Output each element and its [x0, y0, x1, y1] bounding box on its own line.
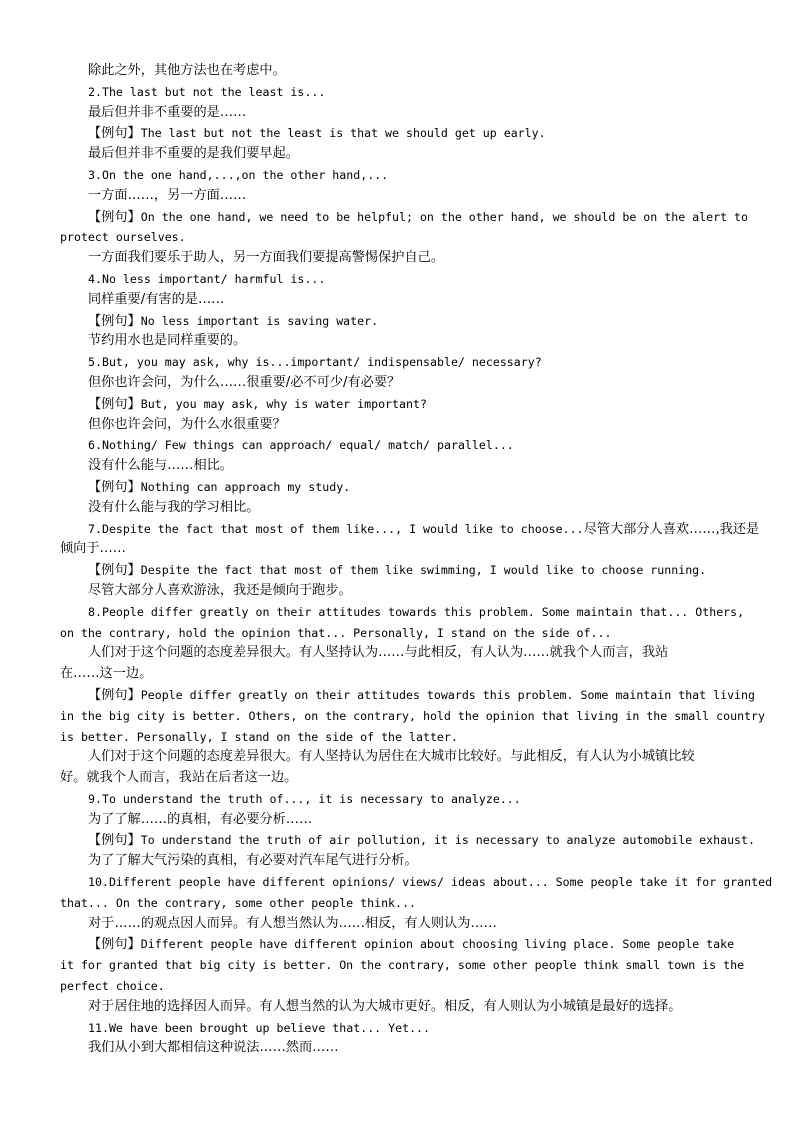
chinese-line: 为了了解大气污染的真相，有必要对汽车尾气进行分析。 — [88, 853, 418, 869]
phrase-heading: 6.Nothing/ Few things can approach/ equal/ match/ parallel... — [88, 438, 514, 453]
example-tag: 【例句】 — [88, 479, 141, 495]
chinese-line: 我们从小到大都相信这种说法……然而…… — [88, 1040, 339, 1056]
chinese-line: 最后但并非不重要的是我们要早起。 — [88, 146, 299, 162]
example-tag: 【例句】 — [88, 937, 141, 953]
chinese-line: 最后但并非不重要的是…… — [88, 104, 247, 120]
chinese-line-continuation: 在……这一边。 — [60, 666, 153, 682]
example-text: To understand the truth of air pollution, it is necessary to analyze automobile exhaust. — [140, 833, 755, 848]
chinese-line: 对于……的观点因人而异。有人想当然认为……相反，有人则认为…… — [88, 915, 497, 931]
phrase-heading: 3.On the one hand,...,on the other hand,... — [88, 167, 389, 182]
chinese-line: 一方面我们要乐于助人，另一方面我们要提高警惕保护自己。 — [88, 250, 445, 266]
phrase-heading: 9.To understand the truth of..., it is necessary to analyze... — [88, 791, 521, 806]
phrase-heading: 4.No less important/ harmful is... — [88, 271, 326, 286]
example-tag: 【例句】 — [88, 313, 141, 329]
chinese-line: 但你也许会问，为什么水很重要？ — [88, 416, 286, 432]
example-tag: 【例句】 — [88, 209, 141, 225]
chinese-line: 没有什么能与……相比。 — [88, 458, 234, 474]
example-tag: 【例句】 — [88, 563, 141, 579]
example-text: Nothing can approach my study. — [140, 479, 351, 494]
chinese-line: 为了了解……的真相，有必要分析…… — [88, 811, 313, 827]
example-text: But, you may ask, why is water important? — [140, 396, 427, 411]
example-sentence — [60, 685, 755, 706]
phrase-heading: 10.Different people have different opinions/ views/ ideas about... Some people take it for granted — [88, 875, 773, 890]
phrase-heading: 8.People differ greatly on their attitudes towards this problem. Some maintain that... Others, — [88, 604, 745, 619]
english-line-continuation: in the big city is better. Others, on the contrary, hold the opinion that living in the small country — [60, 708, 765, 723]
example-sentence — [60, 560, 736, 581]
example-text: Different people have different opinion about choosing living place. Some people take — [140, 937, 735, 952]
chinese-line-continuation: 好。就我个人而言，我站在后者这一边。 — [60, 770, 298, 786]
example-sentence — [60, 830, 755, 851]
chinese-line: 尽管大部分人喜欢游泳，我还是倾向于跑步。 — [88, 582, 352, 598]
phrase-english: 7.Despite the fact that most of them like..., I would like to choose... — [88, 521, 584, 536]
chinese-line: 对于居住地的选择因人而异。有人想当然的认为大城市更好。相反，有人则认为小城镇是最好的选择。 — [88, 998, 682, 1014]
example-text: People differ greatly on their attitudes towards this problem. Some maintain that living — [140, 687, 755, 702]
chinese-line: 没有什么能与我的学习相比。 — [88, 499, 260, 515]
chinese-line: 人们对于这个问题的态度差异很大。有人坚持认为居住在大城市比较好。与此相反，有人认为小城镇比较 — [88, 749, 695, 765]
phrase-heading — [60, 519, 760, 540]
chinese-line: 除此之外，其他方法也在考虑中。 — [88, 63, 286, 78]
chinese-line: 同样重要/有害的是…… — [88, 291, 225, 307]
example-sentence — [60, 394, 736, 415]
chinese-line: 人们对于这个问题的态度差异很大。有人坚持认为……与此相反，有人认为……就我个人而言，我站 — [88, 645, 669, 661]
example-sentence — [60, 207, 749, 228]
example-text: On the one hand, we need to be helpful; on the other hand, we should be on the alert to — [140, 209, 749, 224]
example-text: No less important is saving water. — [140, 313, 379, 328]
english-line-continuation: it for granted that big city is better. On the contrary, some other people think small town is the — [60, 958, 745, 973]
example-text: Despite the fact that most of them like swimming, I would like to choose running. — [140, 563, 707, 578]
phrase-chinese: 尽管大部分人喜欢……,我还是 — [583, 521, 760, 537]
english-line-continuation: perfect choice. — [60, 979, 165, 994]
example-sentence — [60, 934, 736, 955]
chinese-line: 一方面……，另一方面…… — [88, 187, 247, 203]
chinese-line: 但你也许会问，为什么……很重要/必不可少/有必要？ — [88, 374, 401, 390]
english-line-continuation: on the contrary, hold the opinion that... Personally, I stand on the side of... — [60, 625, 612, 640]
example-tag: 【例句】 — [88, 126, 141, 142]
phrase-heading: 2.The last but not the least is... — [88, 84, 326, 99]
example-tag: 【例句】 — [88, 396, 141, 412]
chinese-line: 节约用水也是同样重要的。 — [88, 333, 247, 349]
phrase-heading: 5.But, you may ask, why is...important/ indispensable/ necessary? — [88, 355, 542, 370]
phrase-heading: 11.We have been brought up believe that... Yet... — [88, 1020, 431, 1035]
example-sentence — [60, 477, 736, 498]
english-line-continuation: protect ourselves. — [60, 230, 186, 245]
document-body — [60, 61, 773, 1059]
example-tag: 【例句】 — [88, 833, 141, 849]
example-text: The last but not the least is that we should get up early. — [140, 126, 546, 141]
example-tag: 【例句】 — [88, 687, 141, 703]
chinese-line-continuation: 倾向于…… — [60, 541, 126, 557]
example-sentence — [60, 311, 736, 332]
english-line-continuation: that... On the contrary, some other people think... — [60, 895, 416, 910]
example-sentence — [60, 123, 736, 144]
english-line-continuation: is better. Personally, I stand on the side of the latter. — [60, 729, 458, 744]
